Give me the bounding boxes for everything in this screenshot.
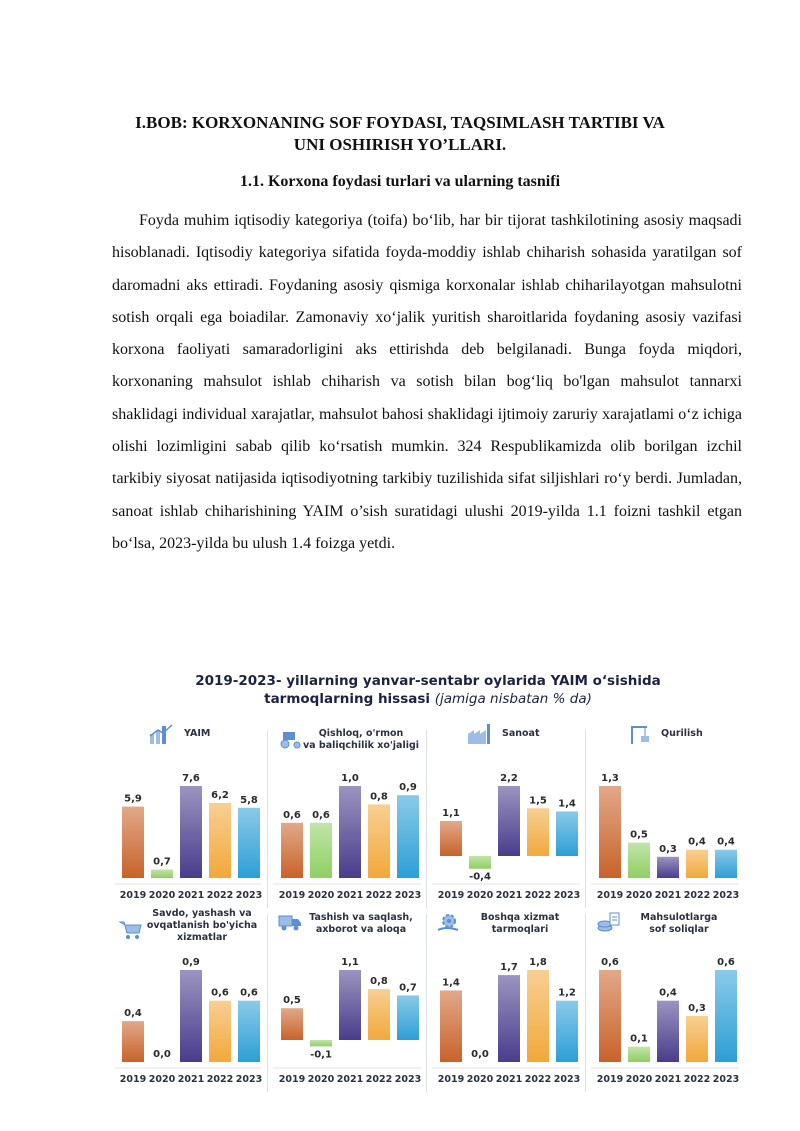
infographic-title-unit: (jamiga nisbatan % da) (434, 691, 592, 707)
year-tick-label: 2022 (524, 890, 552, 901)
bar-2019 (281, 823, 303, 878)
bar-2019 (440, 821, 462, 856)
bar-value-label: -0,4 (469, 871, 491, 883)
year-tick-label: 2020 (307, 1074, 335, 1085)
bar-2023 (397, 995, 419, 1040)
year-tick-label: 2022 (206, 890, 234, 901)
year-tick-label: 2019 (119, 1074, 147, 1085)
year-tick-label: 2022 (365, 890, 393, 901)
bar-value-label: 0,6 (601, 957, 619, 968)
bar-value-label: 0,6 (717, 957, 735, 968)
bar-value-label: -0,1 (310, 1049, 332, 1061)
bar-value-label: 1,1 (442, 808, 460, 819)
bar-2023 (556, 1001, 578, 1062)
bar-2020 (151, 870, 173, 878)
year-tick-label: 2023 (553, 1074, 581, 1085)
year-tick-label: 2023 (553, 890, 581, 901)
infographic-title-line1: 2019-2023- yillarning yanvar-sentabr oylarida YAIM o‘sishida (195, 673, 661, 689)
bar-value-label: 0,8 (370, 791, 388, 803)
bar-2020 (628, 843, 650, 878)
bar-2022 (209, 803, 231, 878)
body-paragraph: Foyda muhim iqtisodiy kategoriya (toifa) bo‘lib, har bir tijorat tashkilotining asosiy maqsadi hisoblanadi. Iqtisodiy kategoriya sifatida foyda-moddiy ishlab chiharish sohasida yaratilgan sof daromadni aks ettiradi. Foydaning asosiy qismiga korxonalar ishlab chiharilayotgan mahsulotni sotish orqali ega boiadilar. Zamonaviy xo‘jalik yuritish sharoitlarida foydaning asosiy vazifasi korxona faoliyati samaradorligini aks ettirishda deb belgilanadi. Bunga foyda miqdori, korxonaning mahsulot ishlab chiharish va sotish bilan bog‘liq bo'lgan mahsulot tannarxi shaklidagi individual xarajatlar, mahsulot bahosi shaklidagi ijtimoiy zaruriy xarajatlami o‘z ichiga olishi lozimligini sabab qilib ko‘rsatish mumkin. 324 Respublikamizda olib borilgan izchil tarkibiy siyosat natijasida iqtisodiyotning tarkibiy tuzilishida sifat siljishlari ro‘y berdi. Jumladan, sanoat ishlab chiharishining YAIM o’sish suratidagi ulushi 2019-yilda 1.1 foizni tashkil etgan bo‘lsa, 2023-yilda bu ulush 1.4 foizga yetdi. (112, 212, 742, 552)
bar-value-label: 0,5 (283, 995, 301, 1007)
bar-value-label: 0,4 (124, 1008, 142, 1020)
chapter-heading (112, 112, 688, 156)
bar-2023 (238, 1001, 260, 1062)
year-tick-label: 2022 (524, 1074, 552, 1085)
bar-value-label: 0,8 (370, 976, 388, 988)
chart-panel-title: YAIM (184, 728, 211, 739)
chart-panel-title: ovqatlanish bo'yicha (146, 920, 258, 931)
year-tick-label: 2020 (307, 890, 335, 901)
chart-panel-title: xizmatlar (176, 932, 228, 943)
bar-2019 (122, 1021, 144, 1062)
year-tick-label: 2020 (625, 1074, 653, 1085)
chart-panel-5 (110, 900, 268, 1100)
bar-value-label: 0,7 (399, 982, 417, 994)
bar-value-label: 1,0 (341, 773, 359, 784)
chart-panel-title: Mahsulotlarga (640, 912, 718, 923)
bar-2020 (628, 1047, 650, 1062)
year-tick-label: 2021 (336, 890, 364, 901)
bar-value-label: 0,3 (688, 1003, 706, 1014)
year-tick-label: 2022 (365, 1074, 393, 1085)
bar-2019 (599, 970, 621, 1062)
bar-value-label: 0,6 (312, 809, 330, 821)
bar-2021 (180, 970, 202, 1062)
bar-value-label: 0,4 (717, 836, 735, 848)
bar-2023 (397, 795, 419, 878)
bar-2021 (657, 857, 679, 878)
bar-2019 (281, 1008, 303, 1040)
chart-panel-3 (428, 716, 586, 916)
chart-panel-title: Tashish va saqlash, (309, 912, 413, 923)
chart-panel-title: Qishloq, o'rmon (318, 728, 404, 739)
bar-2020 (310, 823, 332, 878)
year-tick-label: 2021 (495, 890, 523, 901)
tax-coins-icon (598, 913, 619, 931)
chart-growth-icon (150, 725, 172, 744)
year-tick-label: 2021 (336, 1074, 364, 1085)
bar-2019 (440, 990, 462, 1062)
bar-2021 (498, 786, 520, 856)
bar-2022 (209, 1001, 231, 1062)
bar-value-label: 0,6 (283, 809, 301, 821)
bar-2022 (368, 804, 390, 878)
year-tick-label: 2023 (394, 1074, 422, 1085)
truck-icon (279, 916, 301, 931)
year-tick-label: 2019 (278, 890, 306, 901)
cart-icon (120, 922, 141, 939)
bar-2022 (527, 970, 549, 1062)
year-tick-label: 2022 (683, 1074, 711, 1085)
bar-value-label: 1,5 (529, 795, 547, 807)
year-tick-label: 2021 (654, 890, 682, 901)
year-tick-label: 2023 (712, 890, 740, 901)
bar-value-label: 0,3 (659, 843, 677, 855)
bar-value-label: 0,9 (399, 782, 417, 794)
bar-value-label: 5,8 (240, 794, 258, 806)
chart-panel-6 (269, 900, 427, 1100)
bar-value-label: 0,1 (630, 1033, 648, 1045)
bar-2019 (599, 786, 621, 878)
bar-2023 (556, 811, 578, 856)
bar-value-label: 0,9 (182, 957, 200, 968)
chart-panel-title: va baliqchilik xo'jaligi (302, 740, 420, 751)
year-tick-label: 2023 (394, 890, 422, 901)
year-tick-label: 2020 (148, 890, 176, 901)
chart-panel-title: tarmoqlari (491, 924, 549, 935)
bar-2022 (686, 850, 708, 878)
bar-value-label: 0,7 (153, 856, 171, 868)
year-tick-label: 2020 (148, 1074, 176, 1085)
bar-2022 (686, 1016, 708, 1062)
factory-icon (468, 724, 490, 744)
year-tick-label: 2020 (625, 890, 653, 901)
bar-value-label: 0,6 (211, 987, 229, 999)
year-tick-label: 2023 (712, 1074, 740, 1085)
bar-value-label: 1,4 (442, 977, 460, 989)
bar-value-label: 7,6 (182, 773, 200, 784)
bar-value-label: 1,1 (341, 957, 359, 968)
year-tick-label: 2020 (466, 1074, 494, 1085)
year-tick-label: 2019 (596, 1074, 624, 1085)
bar-2021 (498, 975, 520, 1062)
year-tick-label: 2019 (437, 1074, 465, 1085)
infographic-title (108, 672, 748, 708)
chart-panel-1 (110, 716, 268, 916)
year-tick-label: 2019 (119, 890, 147, 901)
gdp-growth-infographic (108, 668, 748, 1093)
year-tick-label: 2021 (177, 890, 205, 901)
bar-2021 (657, 1001, 679, 1062)
year-tick-label: 2023 (235, 1074, 263, 1085)
chart-panel-title: Boshqa xizmat (480, 912, 560, 923)
bar-value-label: 2,2 (500, 773, 518, 784)
tractor-icon (281, 732, 300, 748)
bar-value-label: 0,4 (688, 836, 706, 848)
chart-panel-title: sof soliqlar (649, 924, 709, 935)
bar-2021 (180, 786, 202, 878)
year-tick-label: 2022 (683, 890, 711, 901)
chart-panel-title: axborot va aloqa (315, 924, 407, 935)
year-tick-label: 2021 (177, 1074, 205, 1085)
bar-2022 (527, 808, 549, 856)
bar-value-label: 6,2 (211, 789, 229, 801)
infographic-title-line2: tarmoqlarning hissasi (264, 691, 431, 707)
year-tick-label: 2021 (654, 1074, 682, 1085)
bar-2020 (469, 856, 491, 869)
bar-value-label: 5,9 (124, 793, 142, 805)
bar-value-label: 0,6 (240, 987, 258, 999)
chapter-heading-line1: I.BOB: KORXONANING SOF FOYDASI, TAQSIMLASH TARTIBI VA (135, 113, 665, 132)
bar-value-label: 1,7 (500, 962, 518, 974)
bar-2021 (339, 786, 361, 878)
bar-value-label: 1,8 (529, 957, 547, 968)
year-tick-label: 2019 (437, 890, 465, 901)
year-tick-label: 2019 (278, 1074, 306, 1085)
bar-value-label: 1,2 (558, 987, 576, 999)
bar-2019 (122, 807, 144, 878)
chart-panel-8 (587, 900, 745, 1100)
bar-value-label: 0,5 (630, 829, 648, 841)
chart-panel-title: Sanoat (502, 728, 540, 739)
year-tick-label: 2021 (495, 1074, 523, 1085)
bar-2020 (310, 1040, 332, 1046)
chart-panel-title: Savdo, yashash va (152, 908, 252, 919)
crane-icon (631, 726, 649, 744)
bar-2022 (368, 989, 390, 1040)
chapter-heading-line2: UNI OSHIRISH YO’LLARI. (293, 135, 507, 154)
chart-panel-2 (269, 716, 427, 916)
bar-value-label: 0,0 (153, 1049, 171, 1060)
year-tick-label: 2022 (206, 1074, 234, 1085)
bar-2023 (715, 850, 737, 878)
section-heading: 1.1. Korxona foydasi turlari va ularning tasnifi (239, 173, 561, 190)
bar-value-label: 1,3 (601, 773, 619, 784)
bar-value-label: 0,0 (471, 1049, 489, 1060)
bar-2023 (238, 808, 260, 878)
chart-panel-7 (428, 900, 586, 1100)
bar-value-label: 1,4 (558, 798, 576, 810)
chart-panel-4 (587, 716, 745, 916)
year-tick-label: 2020 (466, 890, 494, 901)
bar-2023 (715, 970, 737, 1062)
chart-panel-title: Qurilish (661, 728, 703, 739)
year-tick-label: 2023 (235, 890, 263, 901)
bar-2021 (339, 970, 361, 1040)
gear-hand-icon (438, 915, 458, 930)
bar-value-label: 0,4 (659, 987, 677, 999)
year-tick-label: 2019 (596, 890, 624, 901)
